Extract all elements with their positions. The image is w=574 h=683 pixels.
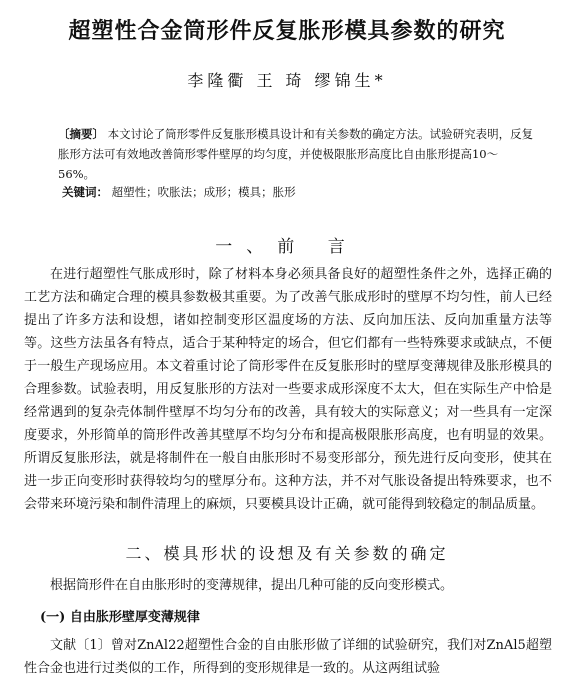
authors: 李隆衢 王 琦 缪锦生* [187, 71, 387, 90]
keywords-text: 超塑性；吹胀法；成形；模具；胀形 [111, 185, 296, 199]
section-2-subheading: (一) 自由胀形壁厚变薄规律 [40, 610, 200, 625]
abstract-text: 本文讨论了筒形零件反复胀形模具设计和有关参数的确定方法。试验研究表明，反复胀形方法可有效地改善筒形零件壁厚的均匀度，并使极限胀形高度比自由胀形提高10～56%。 [58, 127, 534, 181]
keywords-label: 关键词： [62, 185, 108, 199]
section-2-heading: 二、模具形状的设想及有关参数的确定 [125, 544, 449, 563]
section-2-paragraph: 文献〔1〕曾对ZnAl22超塑性合金的自由胀形做了详细的试验研究，我们对ZnAl5超塑性合金也进行过类似的工作，所得到的变形规律是一致的。从这两组试验 [24, 638, 552, 676]
abstract-block [58, 124, 534, 184]
abstract-label: 〔摘要〕 [58, 127, 104, 141]
section-1-heading: 一、前 言 [215, 237, 359, 257]
paper-title: 超塑性合金筒形件反复胀形模具参数的研究 [68, 18, 506, 44]
section-2-intro: 根据筒形件在自由胀形时的变薄规律，提出几种可能的反向变形模式。 [50, 578, 454, 593]
section-1-paragraph: 在进行超塑性气胀成形时，除了材料本身必须具备良好的超塑性条件之外，选择正确的工艺方法和确定合理的模具参数极其重要。为了改善气胀成形时的壁厚不均匀性，前人已经提出了许多方法和设想，诸如控制变形区温度场的方法、反向加压法、反向加重量方法等等。这些方法虽各有特点，适合于某种特定的场合，但它们都有一些特殊要求或缺点，不便于一般生产现场应用。本文着重讨论了筒形零件在反复胀形时的壁厚变薄规律及胀形模具的合理参数。试验表明，用反复胀形的方法对一些要求成形深度不太大，但在实际生产中恰是经常遇到的复杂壳体制件壁厚不均匀分布的改善，具有较大的实际意义；对一些具有一定深度要求，外形简单的筒形件改善其壁厚不均匀分布和提高极限胀形高度，也有明显的效果。所谓反复胀形法，就是将制件在一般自由胀形时不易变形部分，预先进行反向变形，使其在进一步正向变形时获得较均匀的壁厚分布。这种方法，并不对气胀设备提出特殊要求，也不会带来环境污染和制件清理上的麻烦，只要模具设计正确，就可能得到较稳定的制品质量。 [24, 267, 552, 512]
keywords-block [62, 184, 534, 200]
